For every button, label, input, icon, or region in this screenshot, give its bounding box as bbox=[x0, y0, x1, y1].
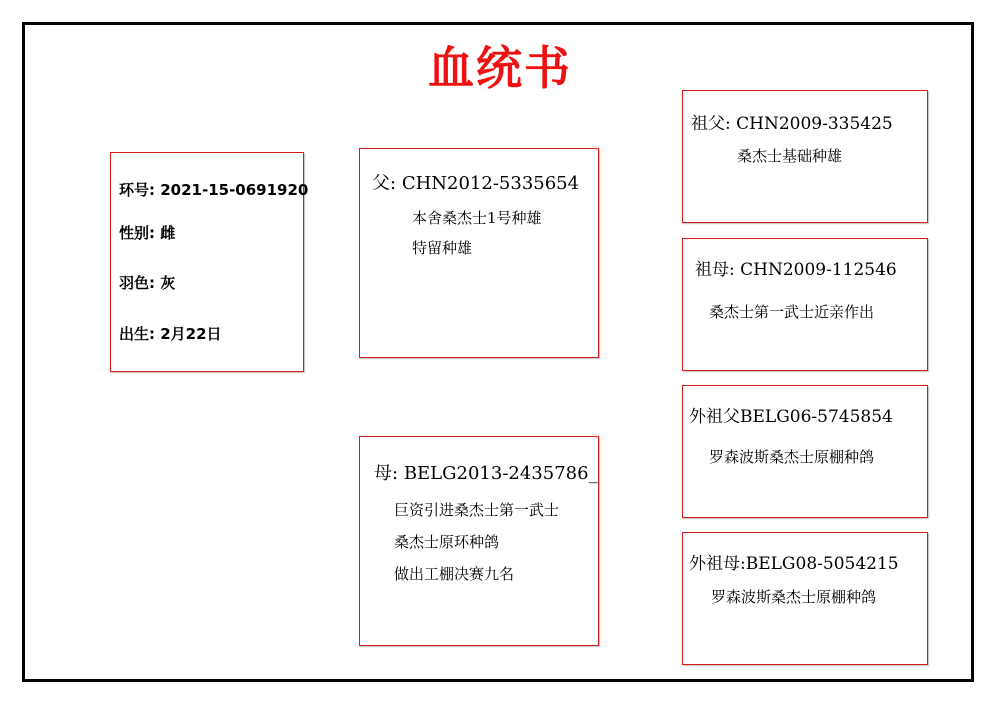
sex-value: 雌 bbox=[160, 224, 176, 242]
mother-label: 母: bbox=[374, 463, 399, 484]
maternal-grandfather-header bbox=[689, 402, 893, 427]
father-ring: CHN2012-5335654 bbox=[401, 173, 580, 194]
father-card bbox=[359, 148, 599, 358]
grandmother-ring: CHN2009-112546 bbox=[740, 260, 897, 280]
sex-label: 性别: bbox=[119, 224, 155, 242]
mother-line-1: 巨资引进桑杰士第一武士 bbox=[394, 501, 560, 519]
bird-info-card bbox=[110, 152, 309, 372]
maternal-grandfather-card bbox=[682, 385, 928, 518]
father-line-2: 特留种雄 bbox=[412, 239, 473, 257]
maternal-grandmother-note: 罗森波斯桑杰士原棚种鸽 bbox=[711, 588, 877, 606]
grandfather-note: 桑杰士基础种雄 bbox=[737, 147, 843, 165]
color-label: 羽色: bbox=[119, 274, 155, 292]
birth-row bbox=[119, 323, 222, 344]
grandmother-label: 祖母: bbox=[695, 260, 735, 280]
maternal-grandfather-note: 罗森波斯桑杰士原棚种鸽 bbox=[709, 448, 875, 466]
father-label: 父: bbox=[372, 173, 397, 194]
maternal-grandmother-ring: BELG08-5054215 bbox=[745, 554, 899, 574]
father-line-1: 本舍桑杰士1号种雄 bbox=[412, 209, 542, 227]
maternal-grandmother-label: 外祖母: bbox=[689, 554, 746, 574]
sex-row bbox=[119, 222, 175, 243]
ring-label: 环号: bbox=[119, 181, 155, 199]
father-header bbox=[372, 169, 579, 195]
maternal-grandmother-card bbox=[682, 532, 928, 665]
grandfather-card bbox=[682, 90, 928, 223]
grandfather-label: 祖父: bbox=[691, 114, 731, 134]
mother-line-3: 做出工棚决赛九名 bbox=[394, 565, 515, 583]
birth-value: 2月22日 bbox=[160, 325, 222, 343]
page-title: 血统书 bbox=[428, 41, 572, 95]
maternal-grandmother-header bbox=[689, 549, 899, 574]
color-row bbox=[119, 272, 175, 293]
mother-line-2: 桑杰士原环种鸽 bbox=[394, 533, 500, 551]
ring-value: 2021-15-0691920 bbox=[160, 181, 309, 199]
ring-row bbox=[119, 179, 308, 200]
grandmother-card bbox=[682, 238, 928, 371]
mother-card bbox=[359, 436, 599, 646]
birth-label: 出生: bbox=[119, 325, 155, 343]
color-value: 灰 bbox=[160, 274, 176, 292]
grandmother-note: 桑杰士第一武士近亲作出 bbox=[709, 303, 875, 321]
grandmother-header bbox=[695, 255, 897, 280]
grandfather-header bbox=[691, 109, 893, 134]
mother-ring: BELG2013-2435786_ bbox=[403, 463, 598, 484]
grandfather-ring: CHN2009-335425 bbox=[736, 114, 893, 134]
mother-header bbox=[374, 459, 598, 485]
maternal-grandfather-label: 外祖父 bbox=[689, 407, 740, 427]
maternal-grandfather-ring: BELG06-5745854 bbox=[740, 407, 893, 427]
